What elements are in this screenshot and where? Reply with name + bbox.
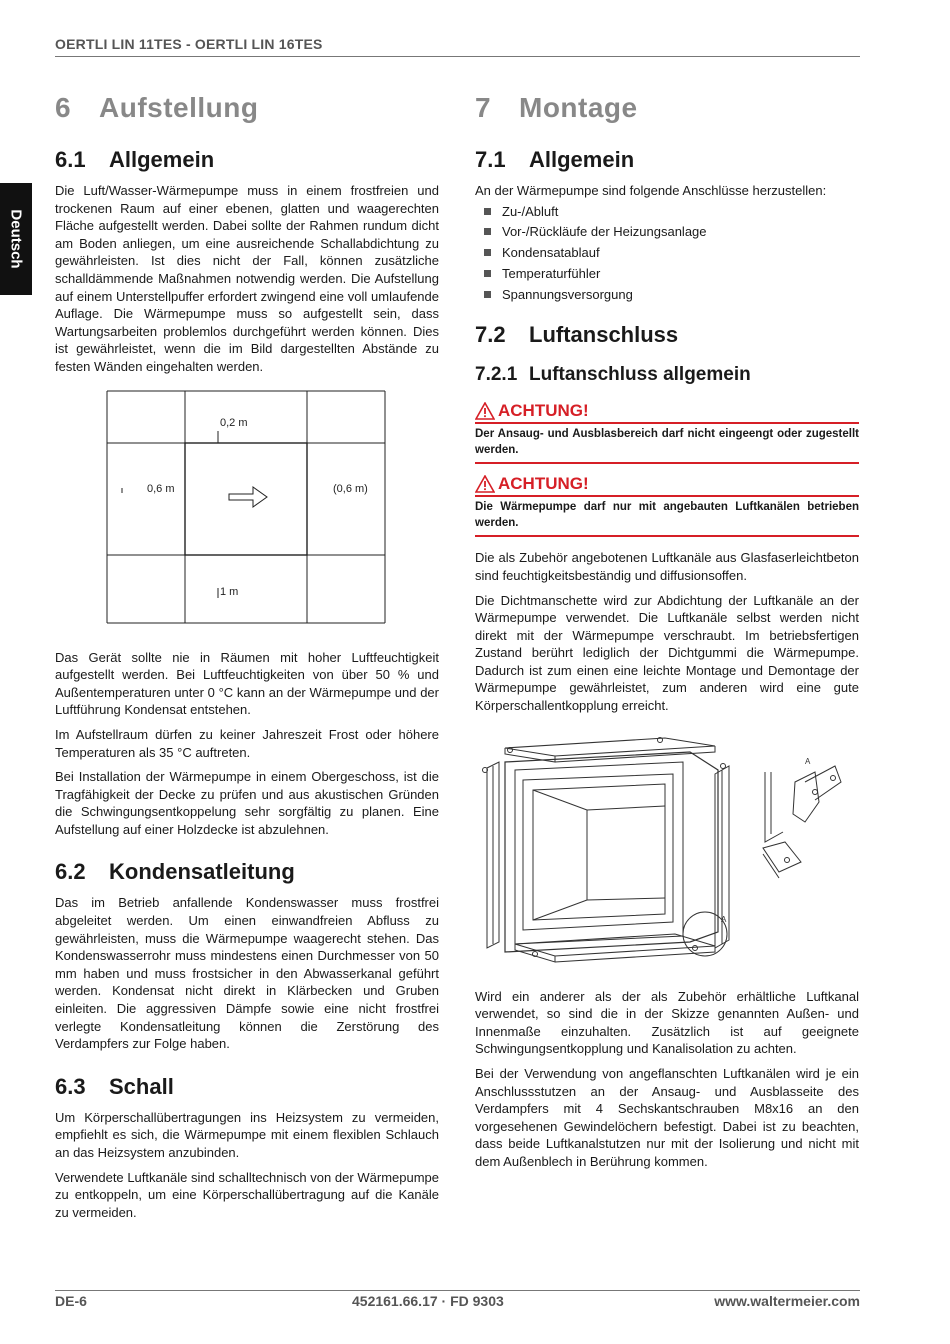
paragraph: Die Luft/Wasser-Wärmepumpe muss in einem frostfreien und trockenen Raum auf einer ebenen, glatten und waagerechten Fläche aufgestellt werden. Dabei sollte der Rahmen rundum dicht am Boden anliegen, um eine ausreichende Schallabdichtung zu gewährleisten. Ist dies nicht der Fall, können zusätzliche schalldämmende Maßnahmen notwendig werden. Die Aufstellung auf einem Unterstellpuffer erfordert zwingend eine voll umlaufende Auflage. Die Wärmepumpe muss so aufgestellt sein, dass Wartungsarbeiten problemlos durchgeführt werden können. Dies ist gewährleistet, wenn die im Bild dargestellten Abstände zu festen Wänden eingehalten werden.	[55, 183, 439, 374]
warning-box	[475, 401, 859, 464]
warning-text: Die Wärmepumpe darf nur mit angebauten Luftkanälen betrieben werden.	[475, 501, 859, 530]
header-title: OERTLI LIN 11TES - OERTLI LIN 16TES	[55, 36, 323, 52]
right-column	[475, 88, 859, 1178]
section-heading-7-1: 7.1 Allgemein	[475, 147, 635, 172]
detail-label-a: A	[721, 914, 727, 924]
warning-label: ACHTUNG!	[498, 474, 589, 494]
clearance-right-label: (0,6 m)	[333, 482, 368, 495]
paragraph: Das im Betrieb anfallende Kondenswasser muss frostfrei abgeleitet werden. Um einen einwandfreien Abfluss zu gewährleisten, muss die Wärmepumpe waagerecht stehen. Das Kondenswasserrohr muss mindestens einen Durchmesser von 50 mm haben und muss frostsicher in den Abwasserkanal geführt werden. Kondensat nicht direkt in Klärbecken und Gruben einleiten. Die aggressiven Dämpfe sowie eine nicht frostfrei verlegte Kondensatleitung können die Zerstörung des Verdampfers zur Folge haben.	[55, 895, 439, 1052]
paragraph: Bei Installation der Wärmepumpe in einem Obergeschoss, ist die Tragfähigkeit der Decke zu prüfen und aus akustischen Gründen die Schwingungsentkoppelung sehr sorgfältig zu planen. Eine Aufstellung auf einer Holzdecke ist abzulehnen.	[55, 769, 439, 837]
clearance-bottom-label: 1 m	[220, 585, 239, 598]
section-heading-6-2: 6.2 Kondensatleitung	[55, 859, 295, 885]
chapter-heading-7: 7 Montage	[475, 92, 638, 123]
section-heading-7-2: 7.2 Luftanschluss	[475, 322, 679, 348]
paragraph: An der Wärmepumpe sind folgende Anschlüsse herzustellen:	[475, 183, 827, 198]
list-item: Spannungsversorgung	[475, 286, 859, 304]
detail-label-a: A	[805, 756, 811, 766]
section-heading-6-3: 6.3 Schall	[55, 1073, 174, 1099]
chapter-heading-6: 6 Aufstellung	[55, 92, 259, 123]
list-item: Vor-/Rückläufe der Heizungsanlage	[475, 223, 859, 241]
list-item: Kondensatablauf	[475, 244, 859, 262]
warning-label: ACHTUNG!	[498, 401, 589, 421]
section-heading-6-1: 6.1 Allgemein	[55, 147, 215, 172]
air-duct-illustration	[475, 722, 859, 984]
warning-icon	[475, 475, 495, 493]
clearance-top-label: 0,2 m	[220, 416, 248, 429]
paragraph: Bei der Verwendung von angeflanschten Luftkanälen wird je ein Anschlussstutzen an der Ansaug- und Ausblasseite des Verdampfers mit 4 Sechskantschrauben M8x16 an den vorgesehenen Gewindelöchern befestigt. Dabei ist zu beachten, dass beide Luftkanalstutzen nur mit der Isolierung und nicht mit dem Außenblech in Berührung kommen.	[475, 1066, 859, 1169]
list-item: Temperaturfühler	[475, 265, 859, 283]
warning-icon	[475, 402, 495, 420]
section-heading-7-2-1: 7.2.1 Luftanschluss allgemein	[475, 364, 751, 386]
left-column	[55, 88, 439, 1228]
list-item: Zu-/Abluft	[475, 203, 859, 221]
header-rule	[55, 56, 860, 57]
paragraph: Im Aufstellraum dürfen zu keiner Jahreszeit Frost oder höhere Temperaturen als 35 °C auftreten.	[55, 726, 439, 760]
paragraph: Verwendete Luftkanäle sind schalltechnisch von der Wärmepumpe zu entkoppeln, um eine Körperschallübertragung auf die Kanäle zu vermeiden.	[55, 1169, 439, 1220]
clearance-diagram	[55, 383, 439, 645]
document-number: 452161.66.17 · FD 9303	[352, 1293, 504, 1309]
paragraph: Die Dichtmanschette wird zur Abdichtung der Luftkanäle an der Wärmepumpe verwendet. Die Luftkanäle selbst werden nicht direkt mit der Wärmepumpe verschraubt. Im betriebsfertigen Zustand berührt lediglich der Dichtgummi die Wärmepumpe. Dadurch ist zum einen eine leichte Montage und Demontage der Wärmepumpe gewährleistet, zum anderen wird eine gute Körperschallentkopplung erreicht.	[475, 592, 859, 714]
page-number: DE-6	[55, 1293, 87, 1309]
paragraph: Das Gerät sollte nie in Räumen mit hoher Luftfeuchtigkeit aufgestellt werden. Bei Luftfeuchtigkeiten von über 50 % und Außentemperaturen unter 0 °C kann an der Wärmepumpe und der Luftführung Kondensat entstehen.	[55, 649, 439, 718]
paragraph: Die als Zubehör angebotenen Luftkanäle aus Glasfaserleichtbeton sind feuchtigkeitsbeständig und diffusionsoffen.	[475, 550, 859, 583]
clearance-left-label: 0,6 m	[147, 482, 175, 495]
warning-box	[475, 474, 859, 537]
connection-list	[475, 203, 859, 304]
language-tab-label: Deutsch	[7, 209, 25, 269]
warning-text: Der Ansaug- und Ausblasbereich darf nicht eingeengt oder zugestellt werden.	[475, 428, 859, 457]
website-url: www.waltermeier.com	[714, 1293, 860, 1309]
paragraph: Wird ein anderer als der als Zubehör erhältliche Luftkanal verwendet, so sind die in der Skizze genannten Außen- und Innenmaße einzuhalten. Zusätzlich ist auf geeignete Schwingungsentkopplung und Kanalisolation zu achten.	[475, 988, 859, 1057]
language-tab	[0, 183, 32, 295]
footer-rule	[55, 1290, 860, 1291]
paragraph: Um Körperschallübertragungen ins Heizsystem zu vermeiden, empfiehlt es sich, die Wärmepumpe mit einem flexiblen Schlauch an das Heizsystem anzubinden.	[55, 1109, 439, 1160]
